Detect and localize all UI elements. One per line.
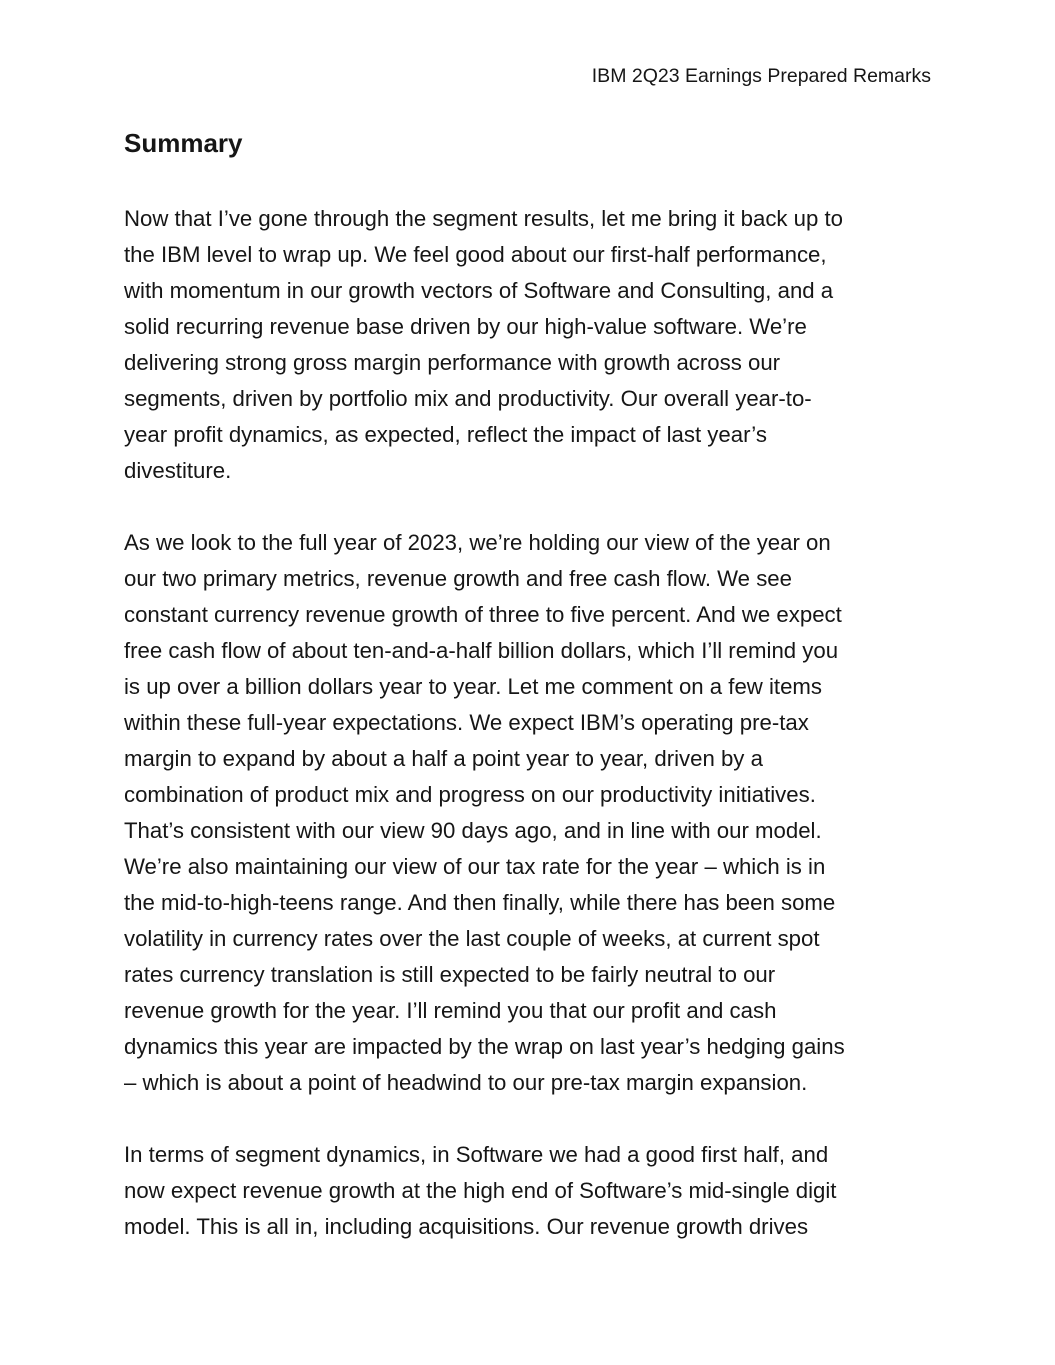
text-line: dynamics this year are impacted by the wrap on last year’s hedging gains bbox=[124, 1034, 845, 1059]
text-line: Now that I’ve gone through the segment results, let me bring it back up to bbox=[124, 206, 844, 231]
text-line: As we look to the full year of 2023, we’re holding our view of the year on bbox=[124, 530, 831, 555]
text-line: our two primary metrics, revenue growth and free cash flow. We see bbox=[124, 566, 792, 591]
text-line: model. This is all in, including acquisitions. Our revenue growth drives bbox=[124, 1214, 809, 1239]
paragraph-summary-intro bbox=[124, 201, 932, 489]
text-line: year profit dynamics, as expected, reflect the impact of last year’s bbox=[124, 422, 767, 447]
text-line: In terms of segment dynamics, in Software we had a good first half, and bbox=[124, 1142, 829, 1167]
running-header: IBM 2Q23 Earnings Prepared Remarks bbox=[591, 65, 931, 87]
paragraph-segment-dynamics bbox=[124, 1137, 932, 1245]
text-line: divestiture. bbox=[124, 458, 232, 483]
text-line: That’s consistent with our view 90 days ago, and in line with our model. bbox=[124, 818, 822, 843]
section-title: Summary bbox=[124, 128, 243, 158]
text-line: margin to expand by about a half a point year to year, driven by a bbox=[124, 746, 763, 771]
text-line: segments, driven by portfolio mix and productivity. Our overall year-to- bbox=[124, 386, 812, 411]
text-line: constant currency revenue growth of three to five percent. And we expect bbox=[124, 602, 842, 627]
text-line: the mid-to-high-teens range. And then finally, while there has been some bbox=[124, 890, 836, 915]
text-line: delivering strong gross margin performance with growth across our bbox=[124, 350, 781, 375]
text-line: revenue growth for the year. I’ll remind you that our profit and cash bbox=[124, 998, 777, 1023]
paragraph-full-year-outlook bbox=[124, 525, 932, 1101]
text-line: with momentum in our growth vectors of Software and Consulting, and a bbox=[124, 278, 834, 303]
text-line: now expect revenue growth at the high end of Software’s mid-single digit bbox=[124, 1178, 837, 1203]
text-line: – which is about a point of headwind to our pre-tax margin expansion. bbox=[124, 1070, 808, 1095]
text-line: solid recurring revenue base driven by our high-value software. We’re bbox=[124, 314, 807, 339]
text-line: rates currency translation is still expected to be fairly neutral to our bbox=[124, 962, 776, 987]
text-line: free cash flow of about ten-and-a-half billion dollars, which I’ll remind you bbox=[124, 638, 839, 663]
document-body bbox=[124, 125, 932, 1245]
text-line: is up over a billion dollars year to year. Let me comment on a few items bbox=[124, 674, 822, 699]
text-line: within these full-year expectations. We expect IBM’s operating pre-tax bbox=[124, 710, 809, 735]
text-line: combination of product mix and progress on our productivity initiatives. bbox=[124, 782, 816, 807]
text-line: the IBM level to wrap up. We feel good about our first-half performance, bbox=[124, 242, 827, 267]
text-line: We’re also maintaining our view of our tax rate for the year – which is in bbox=[124, 854, 826, 879]
text-line: volatility in currency rates over the last couple of weeks, at current spot bbox=[124, 926, 820, 951]
